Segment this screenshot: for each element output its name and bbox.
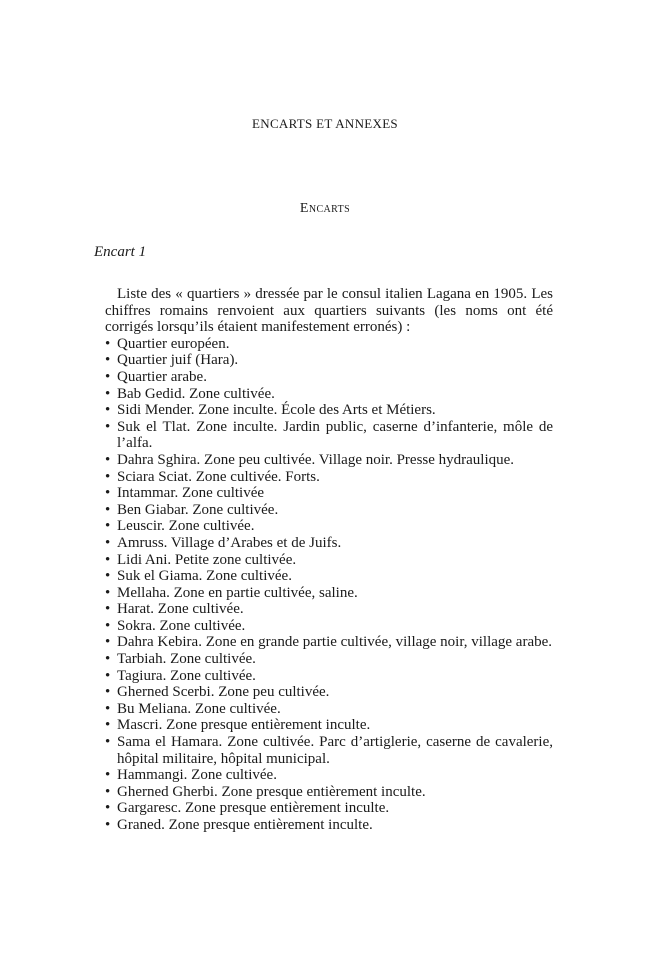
- list-item-text: Quartier européen.: [117, 335, 230, 352]
- bullet-icon: •: [105, 734, 111, 751]
- bullet-icon: •: [105, 700, 111, 717]
- insert-label: Encart 1: [94, 244, 147, 260]
- bullet-icon: •: [105, 634, 111, 651]
- list-item: [105, 485, 553, 502]
- intro-paragraph: Liste des « quartiers » dressée par le consul italien Lagana en 1905. Les chiffres romains renvoient aux quartiers suivants (les noms ont été corrigés lorsqu’ils étaient manifestement erronés) :: [105, 286, 553, 336]
- bullet-icon: •: [105, 601, 111, 618]
- bullet-icon: •: [105, 551, 111, 568]
- list-item: [105, 336, 553, 353]
- bullet-icon: •: [105, 451, 111, 468]
- bullet-icon: •: [105, 335, 111, 352]
- bullet-icon: •: [105, 783, 111, 800]
- list-item: [105, 668, 553, 685]
- list-item: [105, 352, 553, 369]
- bullet-icon: •: [105, 617, 111, 634]
- bullet-icon: •: [105, 352, 111, 369]
- list-item-text: Quartier juif (Hara).: [117, 352, 239, 369]
- bullet-icon: •: [105, 667, 111, 684]
- bullet-icon: •: [105, 651, 111, 668]
- bullet-icon: •: [105, 568, 111, 585]
- bullet-icon: •: [105, 368, 111, 385]
- list-item: [105, 767, 553, 784]
- bullet-icon: •: [105, 800, 111, 817]
- list-item-text: Harat. Zone cultivée.: [117, 601, 244, 618]
- list-item-text: Mascri. Zone presque entièrement inculte.: [117, 717, 371, 734]
- list-item-text: Bu Meliana. Zone cultivée.: [117, 700, 281, 717]
- list-item-text: Leuscir. Zone cultivée.: [117, 518, 255, 535]
- bullet-icon: •: [105, 767, 111, 784]
- list-item-text: Mellaha. Zone en partie cultivée, saline.: [117, 584, 358, 601]
- list-item-text: Tarbiah. Zone cultivée.: [117, 651, 256, 668]
- list-item-text: Graned. Zone presque entièrement inculte.: [117, 817, 373, 833]
- list-item-text: Sciara Sciat. Zone cultivée. Forts.: [117, 468, 320, 485]
- list-item-text: Dahra Sghira. Zone peu cultivée. Village noir. Presse hydraulique.: [117, 451, 515, 468]
- list-item: [105, 518, 553, 535]
- quarter-list: [105, 336, 553, 834]
- list-item: [105, 585, 553, 602]
- bullet-icon: •: [105, 385, 111, 402]
- bullet-icon: •: [105, 534, 111, 551]
- list-item-text: Amruss. Village d’Arabes et de Juifs.: [117, 534, 342, 551]
- list-item: [105, 734, 553, 767]
- list-item: [105, 552, 553, 569]
- list-item-text: Bab Gedid. Zone cultivée.: [117, 385, 275, 402]
- list-item-text: Ben Giabar. Zone cultivée.: [117, 501, 279, 518]
- list-item: [105, 817, 553, 834]
- list-item: [105, 369, 553, 386]
- list-item: [105, 634, 553, 651]
- bullet-icon: •: [105, 501, 111, 518]
- list-item-text: Sidi Mender. Zone inculte. École des Arts et Métiers.: [117, 402, 436, 419]
- list-item-text: Dahra Kebira. Zone en grande partie cultivée, village noir, village arabe.: [117, 634, 553, 651]
- list-item-text: Intammar. Zone cultivée: [117, 485, 265, 502]
- bullet-icon: •: [105, 402, 111, 419]
- list-item: [105, 684, 553, 701]
- list-item-text: Gherned Scerbi. Zone peu cultivée.: [117, 684, 330, 701]
- bullet-icon: •: [105, 418, 111, 435]
- list-item: [105, 402, 553, 419]
- list-item: [105, 502, 553, 519]
- list-item: [105, 535, 553, 552]
- list-item-text: Gherned Gherbi. Zone presque entièrement inculte.: [117, 783, 426, 800]
- list-item-text: Hammangi. Zone cultivée.: [117, 767, 277, 784]
- list-item: [105, 419, 553, 452]
- list-item-text: Suk el Giama. Zone cultivée.: [117, 568, 292, 585]
- bullet-icon: •: [105, 518, 111, 535]
- list-item-text: Suk el Tlat. Zone inculte. Jardin public, caserne d’infanterie, môle de l’alfa.: [117, 418, 553, 452]
- bullet-icon: •: [105, 817, 111, 833]
- list-item: [105, 651, 553, 668]
- bullet-icon: •: [105, 717, 111, 734]
- list-item-text: Sama el Hamara. Zone cultivée. Parc d’artiglerie, caserne de cavalerie, hôpital militaire, hôpital municipal.: [117, 734, 553, 767]
- bullet-icon: •: [105, 485, 111, 502]
- section-title: Encarts: [299, 201, 351, 216]
- bullet-icon: •: [105, 584, 111, 601]
- bullet-icon: •: [105, 684, 111, 701]
- bullet-icon: •: [105, 468, 111, 485]
- list-item: [105, 784, 553, 801]
- body-text: [105, 286, 553, 834]
- list-item-text: Lidi Ani. Petite zone cultivée.: [117, 551, 297, 568]
- list-item: [105, 618, 553, 635]
- list-item: [105, 717, 553, 734]
- list-item: [105, 452, 553, 469]
- running-head: ENCARTS ET ANNEXES: [252, 116, 398, 131]
- list-item-text: Sokra. Zone cultivée.: [117, 617, 246, 634]
- list-item-text: Quartier arabe.: [117, 368, 207, 385]
- list-item: [105, 800, 553, 817]
- list-item: [105, 701, 553, 718]
- list-item-text: Tagiura. Zone cultivée.: [117, 667, 256, 684]
- list-item: [105, 469, 553, 486]
- list-item: [105, 386, 553, 403]
- list-item-text: Gargaresc. Zone presque entièrement inculte.: [117, 800, 390, 817]
- list-item: [105, 568, 553, 585]
- list-item: [105, 601, 553, 618]
